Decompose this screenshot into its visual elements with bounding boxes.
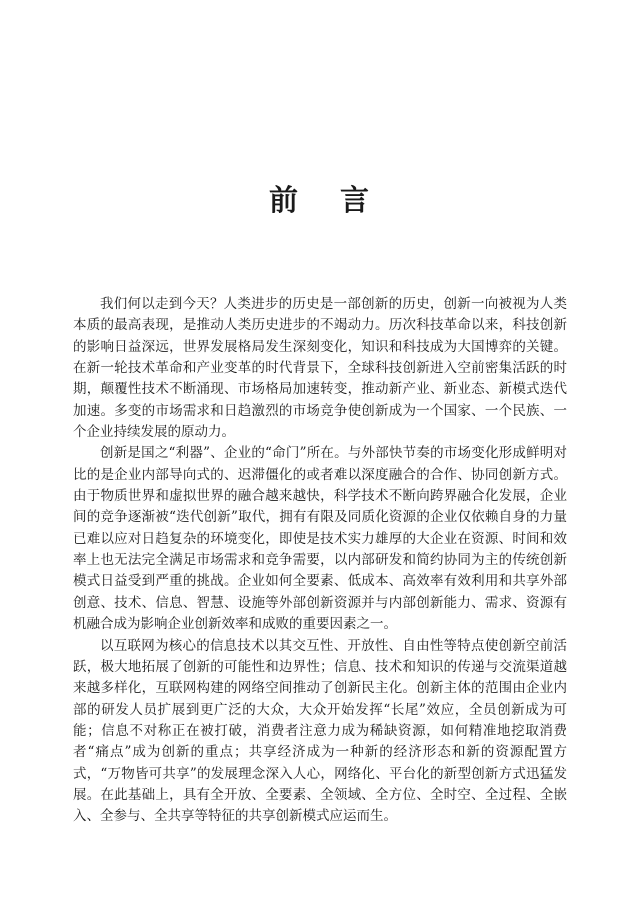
page-title: 前言: [268, 183, 411, 217]
body-text: [73, 294, 567, 828]
paragraph-3: 以互联网为核心的信息技术以其交互性、开放性、自由性等特点使创新空前活跃，极大地拓展了创新的可能性和边界性；信息、技术和知识的传递与交流渠道越来越多样化，互联网构建的网络空间推动了创新民主化。创新主体的范围由企业内部的研发人员扩展到更广泛的大众，大众开始发挥“长尾”效应，全员创新成为可能；信息不对称正在被打破，消费者注意力成为稀缺资源，如何精准地挖取消费者“痛点”成为创新的重点；共享经济成为一种新的经济形态和新的资源配置方式，“万物皆可共享”的发展理念深入人心，网络化、平台化的新型创新方式迅猛发展。在此基础上，具有全开放、全要素、全领域、全方位、全时空、全过程、全嵌入、全参与、全共享等特征的共享创新模式应运而生。: [73, 637, 567, 825]
paragraph-1: 我们何以走到今天？人类进步的历史是一部创新的历史，创新一向被视为人类本质的最高表现，是推动人类历史进步的不竭动力。历次科技革命以来，科技创新的影响日益深远，世界发展格局发生深刻变化，知识和科技成为大国博弈的关键。在新一轮技术革命和产业变革的时代背景下，全球科技创新进入空前密集活跃的时期，颠覆性技术不断涌现、市场格局加速转变，推动新产业、新业态、新模式迭代加速。多变的市场需求和日趋激烈的市场竞争使创新成为一个国家、一个民族、一个企业持续发展的原动力。: [73, 296, 567, 441]
paragraph-2: 创新是国之“利器”、企业的“命门”所在。与外部快节奏的市场变化形成鲜明对比的是企业内部导向式的、迟滞僵化的或者难以深度融合的合作、协同创新方式。由于物质世界和虚拟世界的融合越来越快，科学技术不断向跨界融合化发展，企业间的竞争逐渐被“迭代创新”取代，拥有有限及同质化资源的企业仅依赖自身的力量已难以应对日趋复杂的环境变化，即使是技术实力雄厚的大企业在资源、时间和效率上也无法完全满足市场需求和竞争需要，以内部研发和简约协同为主的传统创新模式日益受到严重的挑战。企业如何全要素、低成本、高效率有效利用和共享外部创意、技术、信息、智慧、设施等外部创新资源并与内部创新能力、需求、资源有机融合成为影响企业创新效率和成败的重要因素之一。: [73, 445, 567, 633]
